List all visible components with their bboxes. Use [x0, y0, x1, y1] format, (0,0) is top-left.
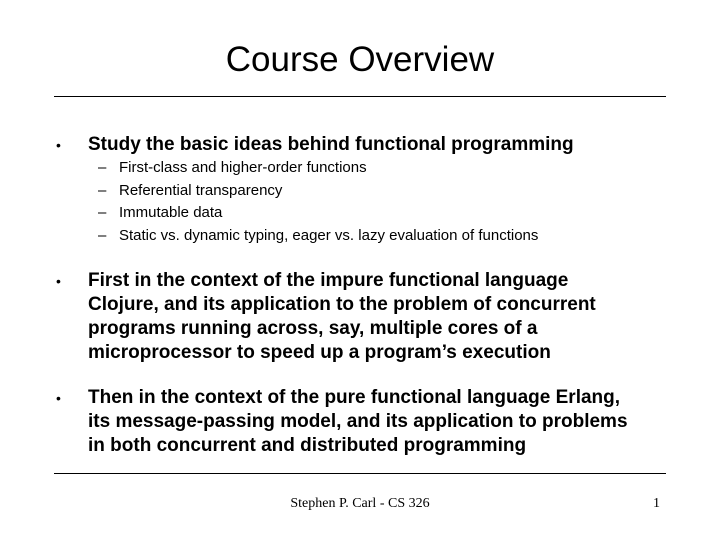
bullet-dot-icon: •	[56, 390, 61, 406]
bullet-line: programs running across, say, multiple cores of a	[88, 318, 538, 339]
bullet-line: Clojure, and its application to the problem of concurrent	[88, 294, 596, 315]
bullet-line: Study the basic ideas behind functional programming	[88, 134, 574, 155]
bullet-line: Then in the context of the pure functional language Erlang,	[88, 387, 621, 408]
bullet-line: microprocessor to speed up a program’s execution	[88, 342, 551, 363]
bullet-line: First in the context of the impure functional language	[88, 270, 569, 291]
sub-bullet-text: Referential transparency	[119, 181, 283, 199]
footer-author-course: Stephen P. Carl - CS 326	[290, 496, 430, 511]
bullet-text	[88, 386, 688, 458]
dash-icon: –	[98, 159, 107, 176]
sub-bullet-text: Immutable data	[119, 204, 223, 221]
footer-divider	[54, 473, 666, 474]
bullet-text	[88, 133, 688, 157]
sub-bullet-text: First-class and higher-order functions	[119, 159, 367, 176]
slide-title: Course Overview	[225, 40, 495, 79]
dash-icon: –	[98, 181, 107, 199]
title-divider	[54, 96, 666, 97]
bullet-line: its message-passing model, and its application to problems	[88, 411, 628, 432]
bullet-line: in both concurrent and distributed programming	[88, 435, 527, 456]
bullet-dot-icon: •	[56, 137, 61, 153]
sub-bullet-text: Static vs. dynamic typing, eager vs. lazy evaluation of functions	[119, 226, 539, 244]
page-number: 1	[653, 496, 660, 511]
bullet-text	[88, 269, 688, 365]
dash-icon: –	[98, 204, 107, 221]
bullet-dot-icon: •	[56, 273, 61, 289]
dash-icon: –	[98, 226, 107, 244]
